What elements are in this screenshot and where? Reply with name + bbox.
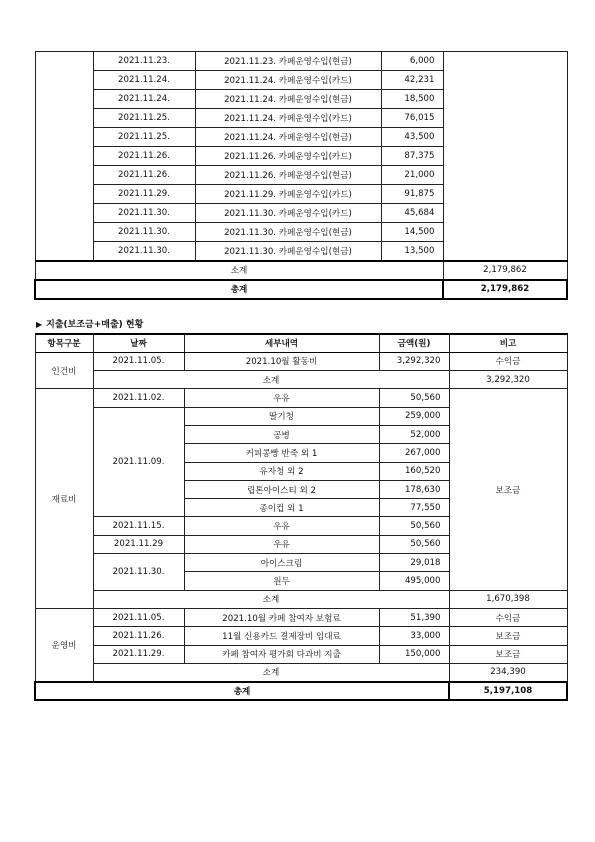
date-cell: 2021.11.02. xyxy=(93,389,184,407)
income-blank-cell xyxy=(35,52,93,261)
amount-cell: 150,000 xyxy=(379,645,449,663)
date-cell: 2021.11.30. xyxy=(93,223,195,242)
detail-cell: 공병 xyxy=(184,425,379,443)
detail-cell: 종이컵 외 1 xyxy=(184,499,379,517)
header-row xyxy=(35,334,567,352)
expense-section-heading xyxy=(36,317,143,330)
amount-cell: 29,018 xyxy=(379,554,449,572)
detail-cell: 우유 xyxy=(184,535,379,553)
amount-cell: 3,292,320 xyxy=(379,352,449,370)
amount-cell: 42,231 xyxy=(381,71,443,90)
amount-cell: 77,550 xyxy=(379,499,449,517)
amount-cell: 91,875 xyxy=(381,185,443,204)
detail-cell: 2021.11.29. 카페운영수입(카드) xyxy=(195,185,381,204)
detail-cell: 2021.11.24. 카페운영수입(카드) xyxy=(195,71,381,90)
subtotal-value: 234,390 xyxy=(449,663,567,681)
detail-cell: 2021.11.30. 카페운영수입(현금) xyxy=(195,242,381,261)
note-cell: 수익금 xyxy=(449,608,567,626)
detail-cell: 유자청 외 2 xyxy=(184,462,379,480)
date-cell: 2021.11.15. xyxy=(93,517,184,535)
date-cell: 2021.11.24. xyxy=(93,71,195,90)
subtotal-value: 2,179,862 xyxy=(443,261,567,280)
date-cell: 2021.11.05. xyxy=(93,352,184,370)
subtotal-value: 1,670,398 xyxy=(449,590,567,608)
income-note-blank xyxy=(443,52,567,261)
amount-cell: 14,500 xyxy=(381,223,443,242)
date-cell: 2021.11.25. xyxy=(93,109,195,128)
date-cell: 2021.11.24. xyxy=(93,90,195,109)
category-cell: 재료비 xyxy=(35,389,93,609)
amount-cell: 45,684 xyxy=(381,204,443,223)
date-cell: 2021.11.23. xyxy=(93,52,195,71)
total-row xyxy=(35,280,567,299)
detail-cell: 원두 xyxy=(184,572,379,590)
detail-cell: 딸기청 xyxy=(184,407,379,425)
income-table xyxy=(34,51,568,300)
date-cell: 2021.11.29. xyxy=(93,185,195,204)
table-row xyxy=(35,389,567,407)
amount-cell: 87,375 xyxy=(381,147,443,166)
detail-cell: 카페 참여자 평가회 다과비 지출 xyxy=(184,645,379,663)
subtotal-label: 소계 xyxy=(93,663,449,681)
header-note: 비고 xyxy=(449,334,567,352)
subtotal-value: 3,292,320 xyxy=(449,371,567,389)
date-cell: 2021.11.30. xyxy=(93,554,184,591)
header-detail: 세부내역 xyxy=(184,334,379,352)
expense-table xyxy=(34,333,568,701)
amount-cell: 50,560 xyxy=(379,535,449,553)
subtotal-label: 소계 xyxy=(93,590,449,608)
subtotal-row xyxy=(35,371,567,389)
amount-cell: 13,500 xyxy=(381,242,443,261)
section-title: 지출(보조금+매출) 현황 xyxy=(46,320,144,330)
detail-cell: 2021.10월 활동비 xyxy=(184,352,379,370)
category-cell: 운영비 xyxy=(35,608,93,681)
date-cell: 2021.11.26. xyxy=(93,166,195,185)
total-row xyxy=(35,682,567,700)
detail-cell: 2021.11.24. 카페운영수입(현금) xyxy=(195,90,381,109)
table-row xyxy=(35,52,567,71)
table-row xyxy=(35,627,567,645)
total-value: 2,179,862 xyxy=(443,280,567,299)
amount-cell: 51,390 xyxy=(379,608,449,626)
subtotal-label: 소계 xyxy=(93,371,449,389)
subtotal-row xyxy=(35,663,567,681)
category-cell: 인건비 xyxy=(35,352,93,389)
date-cell: 2021.11.26. xyxy=(93,147,195,166)
subtotal-label: 소계 xyxy=(35,261,443,280)
total-value: 5,197,108 xyxy=(449,682,567,700)
amount-cell: 21,000 xyxy=(381,166,443,185)
total-label: 총계 xyxy=(35,280,443,299)
amount-cell: 76,015 xyxy=(381,109,443,128)
date-cell: 2021.11.30. xyxy=(93,204,195,223)
date-cell: 2021.11.09. xyxy=(93,407,184,517)
detail-cell: 아이스크림 xyxy=(184,554,379,572)
amount-cell: 178,630 xyxy=(379,480,449,498)
amount-cell: 6,000 xyxy=(381,52,443,71)
detail-cell: 11월 신용카드 결제장비 임대료 xyxy=(184,627,379,645)
note-cell: 보조금 xyxy=(449,645,567,663)
date-cell: 2021.11.25. xyxy=(93,128,195,147)
header-category: 항목구분 xyxy=(35,334,93,352)
amount-cell: 50,560 xyxy=(379,517,449,535)
amount-cell: 50,560 xyxy=(379,389,449,407)
detail-cell: 2021.11.26. 카페운영수입(카드) xyxy=(195,147,381,166)
header-amount: 금액(원) xyxy=(379,334,449,352)
amount-cell: 495,000 xyxy=(379,572,449,590)
detail-cell: 우유 xyxy=(184,389,379,407)
table-row xyxy=(35,352,567,370)
amount-cell: 18,500 xyxy=(381,90,443,109)
date-cell: 2021.11.30. xyxy=(93,242,195,261)
subtotal-row xyxy=(35,261,567,280)
detail-cell: 2021.11.23. 카페운영수입(현금) xyxy=(195,52,381,71)
amount-cell: 160,520 xyxy=(379,462,449,480)
detail-cell: 립톤아이스티 외 2 xyxy=(184,480,379,498)
detail-cell: 2021.11.30. 카페운영수입(카드) xyxy=(195,204,381,223)
amount-cell: 259,000 xyxy=(379,407,449,425)
detail-cell: 2021.11.24. 카페운영수입(카드) xyxy=(195,109,381,128)
header-date: 날짜 xyxy=(93,334,184,352)
detail-cell: 2021.11.30. 카페운영수입(현금) xyxy=(195,223,381,242)
detail-cell: 2021.11.24. 카페운영수입(현금) xyxy=(195,128,381,147)
note-cell: 보조금 xyxy=(449,389,567,590)
note-cell: 수익금 xyxy=(449,352,567,370)
subtotal-row xyxy=(35,590,567,608)
detail-cell: 2021.11.26. 카페운영수입(현금) xyxy=(195,166,381,185)
detail-cell: 2021.10월 카페 참여자 보험료 xyxy=(184,608,379,626)
triangle-bullet-icon: ▶ xyxy=(36,320,43,329)
detail-cell: 우유 xyxy=(184,517,379,535)
amount-cell: 267,000 xyxy=(379,444,449,462)
table-row xyxy=(35,645,567,663)
date-cell: 2021.11.29 xyxy=(93,535,184,553)
amount-cell: 52,000 xyxy=(379,425,449,443)
date-cell: 2021.11.26. xyxy=(93,627,184,645)
table-row xyxy=(35,608,567,626)
total-label: 총계 xyxy=(35,682,449,700)
detail-cell: 커피콩빵 반죽 외 1 xyxy=(184,444,379,462)
amount-cell: 33,000 xyxy=(379,627,449,645)
date-cell: 2021.11.29. xyxy=(93,645,184,663)
note-cell: 보조금 xyxy=(449,627,567,645)
amount-cell: 43,500 xyxy=(381,128,443,147)
date-cell: 2021.11.05. xyxy=(93,608,184,626)
